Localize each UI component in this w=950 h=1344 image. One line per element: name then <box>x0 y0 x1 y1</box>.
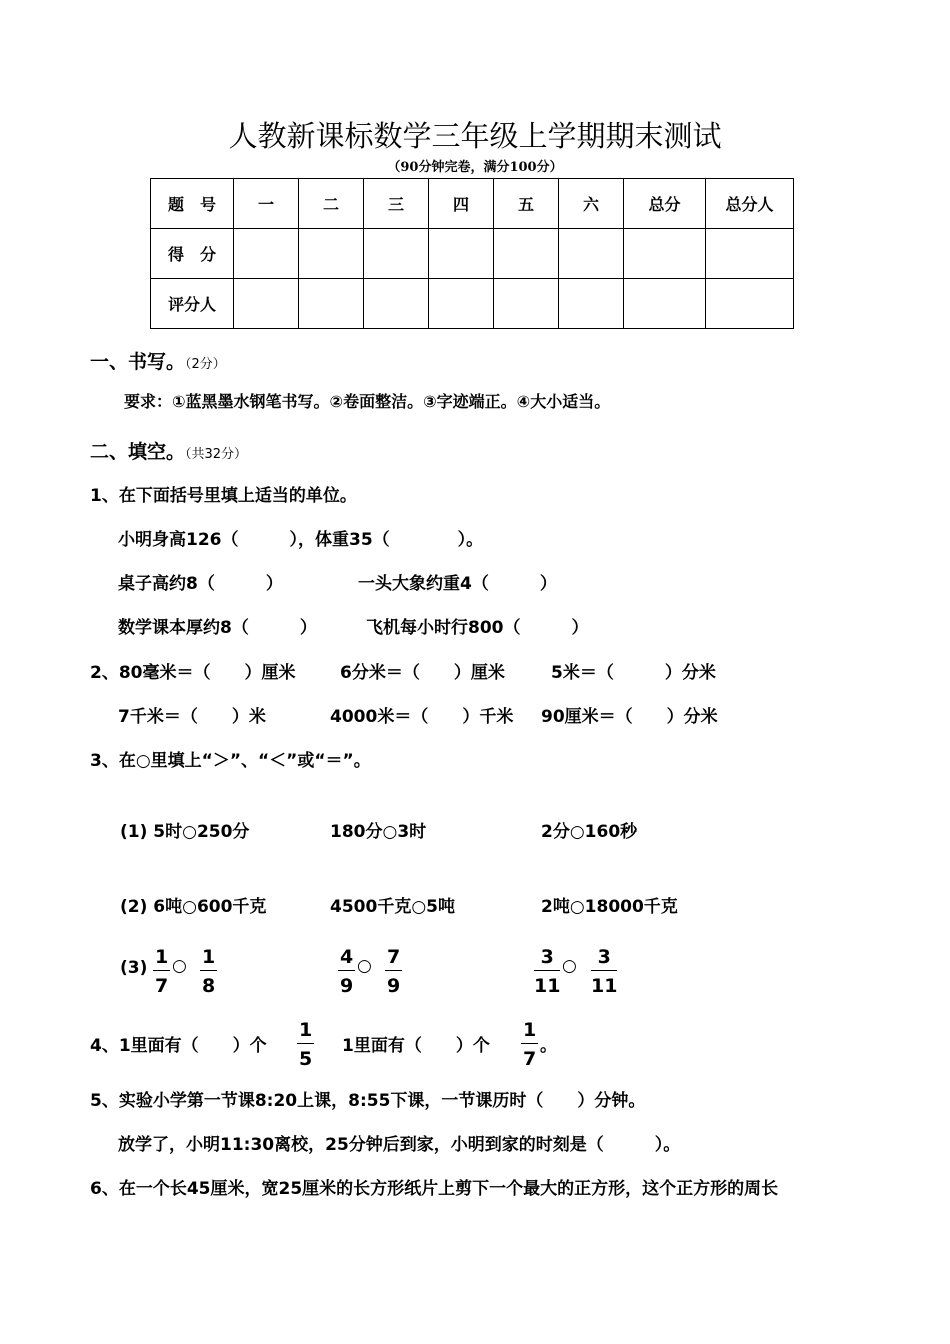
numerator: 1 <box>200 944 217 971</box>
q3-prompt: 3、在○里填上“＞”、“＜”或“＝”。 <box>90 751 371 771</box>
numerator: 4 <box>338 944 355 971</box>
grader-cell[interactable] <box>364 279 429 329</box>
numerator: 1 <box>521 1017 538 1044</box>
section1-heading: 一、书写。 <box>90 351 186 373</box>
q3-row1-item: 2分○160秒 <box>541 822 638 842</box>
grader-cell[interactable] <box>299 279 364 329</box>
table-header-cell: 一 <box>234 179 299 229</box>
fraction <box>521 1017 538 1074</box>
table-header-cell: 二 <box>299 179 364 229</box>
table-row <box>151 279 794 329</box>
fraction <box>297 1017 314 1074</box>
grader-cell[interactable] <box>559 279 624 329</box>
section1-points: （2分） <box>185 357 226 372</box>
row-label-score: 得 分 <box>151 229 234 279</box>
grader-cell[interactable] <box>234 279 299 329</box>
numerator: 1 <box>153 944 170 971</box>
q2-line2a: 7千米＝（ ）米 <box>118 707 266 727</box>
score-cell[interactable] <box>494 229 559 279</box>
section1-heading-row <box>90 347 226 374</box>
grader-cell[interactable] <box>494 279 559 329</box>
compare-circle[interactable]: ○ <box>562 956 577 976</box>
section1-requirement: 要求：①蓝黑墨水钢笔书写。②卷面整洁。③字迹端正。④大小适当。 <box>124 392 611 411</box>
score-cell[interactable] <box>364 229 429 279</box>
denominator: 8 <box>202 975 216 997</box>
score-cell[interactable] <box>706 229 794 279</box>
q2-line1a: 2、80毫米＝（ ）厘米 <box>90 663 296 683</box>
q6-line1: 6、在一个长45厘米，宽25厘米的长方形纸片上剪下一个最大的正方形，这个正方形的周长 <box>90 1179 779 1199</box>
q1-line3b: 飞机每小时行800（ ） <box>366 618 589 638</box>
fraction <box>534 944 560 1001</box>
section2-heading-row <box>90 437 247 464</box>
table-header-cell: 五 <box>494 179 559 229</box>
compare-circle[interactable]: ○ <box>357 956 372 976</box>
score-cell[interactable] <box>559 229 624 279</box>
q4-part1: 4、1里面有（ ）个 <box>90 1036 267 1056</box>
q1-line2b: 一头大象约重4（ ） <box>358 574 557 594</box>
table-header-cell: 四 <box>429 179 494 229</box>
q1-line1: 小明身高126（ ），体重35（ ）。 <box>118 530 484 550</box>
fraction <box>200 944 217 1001</box>
table-header-cell: 六 <box>559 179 624 229</box>
q4-part2: 1里面有（ ）个 <box>342 1036 490 1056</box>
q2-line2b: 4000米＝（ ）千米 <box>330 707 514 727</box>
table-header-cell: 三 <box>364 179 429 229</box>
table-header-cell: 总分 <box>624 179 706 229</box>
section2-points: （共32分） <box>185 447 248 462</box>
numerator: 3 <box>591 944 617 971</box>
fraction <box>591 944 617 1001</box>
table-row <box>151 179 794 229</box>
q3-row3-label: (3) <box>120 958 148 978</box>
denominator: 5 <box>299 1048 313 1070</box>
row-label-grader: 评分人 <box>151 279 234 329</box>
q2-line1c: 5米＝（ ）分米 <box>551 663 716 683</box>
q3-row2-item: 2吨○18000千克 <box>541 897 678 917</box>
q2-line1b: 6分米＝（ ）厘米 <box>340 663 505 683</box>
score-cell[interactable] <box>234 229 299 279</box>
denominator: 11 <box>534 975 561 997</box>
score-cell[interactable] <box>429 229 494 279</box>
q3-row2-item: (2) 6吨○600千克 <box>120 897 267 917</box>
denominator: 7 <box>523 1048 537 1070</box>
denominator: 9 <box>340 975 354 997</box>
fraction <box>385 944 402 1001</box>
numerator: 1 <box>297 1017 314 1044</box>
score-cell[interactable] <box>624 229 706 279</box>
denominator: 11 <box>591 975 618 997</box>
q1-prompt: 1、在下面括号里填上适当的单位。 <box>90 486 357 506</box>
fraction <box>338 944 355 1001</box>
q5-line1: 5、实验小学第一节课8:20上课，8:55下课，一节课历时（ ）分钟。 <box>90 1091 646 1111</box>
q3-row2-item: 4500千克○5吨 <box>330 897 455 917</box>
q3-row1-item: (1) 5时○250分 <box>120 822 250 842</box>
table-row <box>151 229 794 279</box>
grader-cell[interactable] <box>429 279 494 329</box>
compare-circle[interactable]: ○ <box>172 956 187 976</box>
page-subtitle: （90分钟完卷，满分100分） <box>387 160 563 175</box>
q4-end: 。 <box>540 1036 557 1056</box>
numerator: 3 <box>534 944 560 971</box>
q2-line2c: 90厘米＝（ ）分米 <box>541 707 718 727</box>
q1-line3a: 数学课本厚约8（ ） <box>118 618 317 638</box>
fraction <box>153 944 170 1001</box>
table-header-cell: 题 号 <box>151 179 234 229</box>
page-title: 人教新课标数学三年级上学期期末测试 <box>228 119 722 153</box>
numerator: 7 <box>385 944 402 971</box>
q1-line2a: 桌子高约8（ ） <box>118 574 283 594</box>
denominator: 7 <box>155 975 169 997</box>
score-table <box>150 178 794 329</box>
denominator: 9 <box>387 975 401 997</box>
score-cell[interactable] <box>299 229 364 279</box>
q3-row1-item: 180分○3时 <box>330 822 427 842</box>
grader-cell[interactable] <box>624 279 706 329</box>
q5-line2: 放学了，小明11:30离校，25分钟后到家，小明到家的时刻是（ ）。 <box>118 1135 681 1155</box>
section2-heading: 二、填空。 <box>90 441 186 463</box>
grader-cell[interactable] <box>706 279 794 329</box>
table-header-cell: 总分人 <box>706 179 794 229</box>
